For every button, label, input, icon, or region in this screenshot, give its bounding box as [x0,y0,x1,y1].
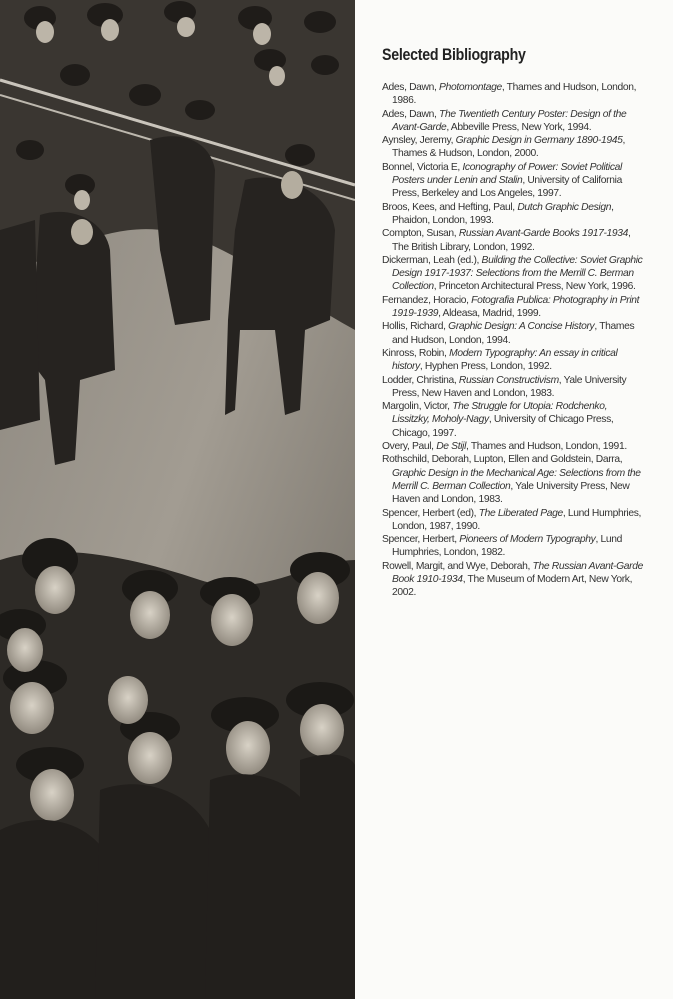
entry-publisher: , Princeton Architectural Press, New York, 1996. [433,281,636,293]
entry-title: Photomontage [439,82,502,93]
entry-title: Dutch Graphic Design [517,201,612,213]
bibliography-entry [382,320,644,347]
entry-author: Spencer, Herbert, [382,534,460,546]
entry-title: The Liberated Page [478,507,563,519]
entry-author: Broos, Kees, and Hefting, Paul, [382,201,518,213]
entry-author: Bonnel, Victoria E, [382,161,463,173]
entry-publisher: , Abbeville Press, New York, 1994. [446,121,592,133]
bibliography-entry [382,453,644,506]
bibliography-entry [382,400,644,440]
bibliography-entry [382,374,644,401]
bibliography-entry [382,507,644,534]
entry-author: Lodder, Christina, [382,374,459,386]
entry-title: De Stijl [436,441,467,453]
entry-title: Russian Avant-Garde Books 1917-1934 [458,228,629,240]
bibliography-title: Selected Bibliography [382,46,526,64]
entry-publisher: , Phaidon, London, 1993. [392,201,614,226]
bibliography-entry [382,560,644,600]
entry-author: Compton, Susan, [382,228,459,240]
entry-publisher: , Lund Humphries, London, 1982. [392,534,622,559]
entry-publisher: , Thames and Hudson, London, 1991. [466,441,627,453]
entry-title: Iconography of Power: Soviet Political Posters under Lenin and Stalin [392,161,622,187]
entry-publisher: , The British Library, London, 1992. [392,228,631,253]
entry-publisher: , Yale University Press, New Haven and London, 1983. [392,374,627,399]
entry-title: Graphic Design: A Concise History [448,321,595,333]
bibliography-entry [382,161,644,201]
entry-publisher: , Thames & Hudson, London, 2000. [392,135,626,160]
entry-title: Modern Typography: An essay in critical history [392,347,618,373]
entry-author: Hollis, Richard, [382,321,449,333]
entry-publisher: , Lund Humphries, London, 1987, 1990. [392,507,642,532]
entry-title: Graphic Design in Germany 1890-1945 [455,135,623,147]
bibliography-entry [382,533,644,560]
entry-publisher: , Hyphen Press, London, 1992. [419,361,552,373]
entry-title: The Russian Avant-Garde Book 1910-1934 [392,560,643,585]
bibliography-entry [382,294,644,321]
entry-author: Overy, Paul, [382,441,437,453]
entry-publisher: , Thames and Hudson, London, 1986. [392,82,637,107]
bibliography-column [382,46,644,600]
entry-publisher: , The Museum of Modern Art, New York, 2002. [392,573,633,599]
entry-author: Rowell, Margit, and Wye, Deborah, [382,560,533,572]
entry-title: Fotografia Publica: Photography in Print 1919-1939 [392,294,640,320]
entry-title: Graphic Design in the Mechanical Age: Selections from the Merrill C. Berman Collection [392,467,641,492]
entry-publisher: , Aldeasa, Madrid, 1999. [438,308,541,320]
bibliography-entry [382,134,644,161]
entry-title: Russian Constructivism [458,374,559,386]
bibliography-entry [382,440,644,453]
entry-title: Pioneers of Modern Typography [459,534,596,546]
entry-title: The Struggle for Utopia: Rodchenko, Lissitzky, Moholy-Nagy [392,401,608,426]
entry-author: Spencer, Herbert (ed), [382,507,479,519]
bibliography-entry [382,201,644,228]
bibliography-entry [382,254,644,294]
entry-title: The Twentieth Century Poster: Design of the Avant-Garde [392,108,627,133]
entry-author: Dickerman, Leah (ed.), [382,254,482,266]
bibliography-entry [382,227,644,254]
entry-author: Rothschild, Deborah, Lupton, Ellen and Goldstein, Darra, [382,454,623,466]
entry-publisher: , Yale University Press, New Haven and London, 1983. [392,480,630,506]
entry-author: Kinross, Robin, [382,347,450,359]
bibliography-entry [382,108,644,135]
entry-author: Fernandez, Horacio, [382,294,472,306]
entry-title: Building the Collective: Soviet Graphic Design 1917-1937: Selections from the Merrill C. Berman Collection [392,254,643,293]
bibliography-list [382,81,644,600]
bibliography-entry [382,81,644,108]
bibliography-entry [382,347,644,374]
entry-publisher: , University of California Press, Berkeley and Los Angeles, 1997. [392,175,622,200]
entry-publisher: , University of Chicago Press, Chicago, 1997. [392,414,614,439]
entry-author: Margolin, Victor, [382,401,453,413]
entry-author: Ades, Dawn, [382,82,440,93]
entry-publisher: , Thames and Hudson, London, 1994. [392,321,635,346]
entry-author: Ades, Dawn, [382,108,440,120]
entry-author: Aynsley, Jeremy, [382,135,456,147]
